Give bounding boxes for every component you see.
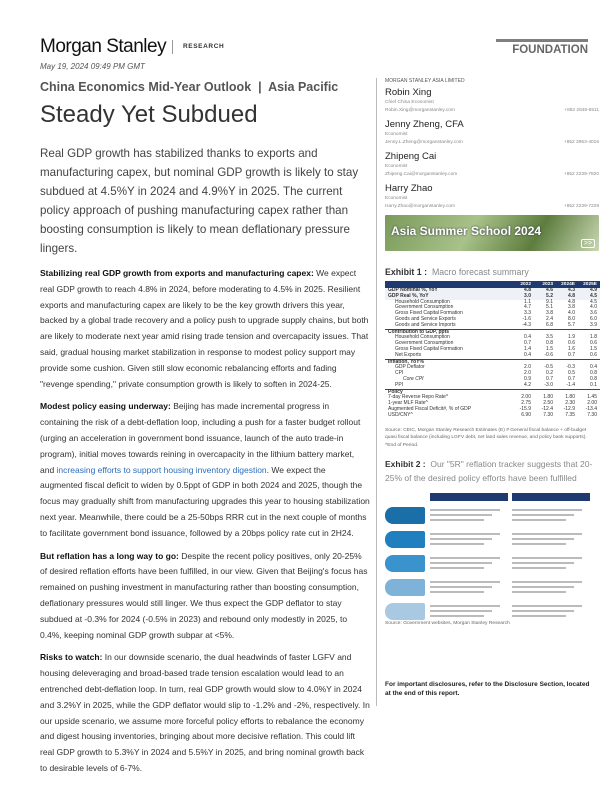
tracker-row-icon [385,531,425,548]
macro-forecast-table [385,281,600,419]
report-title: Steady Yet Subdued [40,101,258,128]
author-card [385,87,599,115]
tracker-text-placeholder [512,557,582,559]
logo-divider [172,40,173,54]
asia-summer-school-banner[interactable] [385,215,599,251]
author-email[interactable]: Robin.Xing@morganstanley.com [385,108,455,113]
table-cell: -13.4 [585,405,597,412]
table-cell: -0.6 [544,351,553,358]
right-column [385,78,599,628]
table-cell: 4.3 [556,288,578,294]
paragraph: Risks to watch: In our downside scenario, the dual headwinds of faster LGFV and housing deleveraging and broad-based trade tension escalation would lead to an entrenched debt-deflation loop. In turn, real GDP growth would slow to 4.0%Y in 2024 and 3.2%Y in 2025, while the GDP deflator would slip to -1.2% and -2%, respectively. In our upside scenario, we assume more forceful policy efforts to rebalance the economy and digest housing inventories, bringing about more decisive reflation. This could lift real GDP growth to 5.3%Y in 2024 and 5.5%Y in 2025, and bring nominal growth back to desirable levels of 6-7%. [40,652,370,773]
row-label: Inflation, YoY% [385,359,512,365]
tracker-text-placeholder [512,533,582,535]
body-text [40,266,370,777]
tracker-text-placeholder [430,605,500,607]
table-cell: 3.3 [524,310,531,317]
table-cell: 9.1 [546,298,553,305]
table-row [385,413,600,419]
table-cell: 5.7 [568,321,575,328]
table-cell: 3.5 [546,334,553,341]
table-cell: -12.4 [541,405,553,412]
column-header: 2022 [512,281,534,288]
author-role: Economist [385,132,408,137]
disclosure-note: For important disclosures, refer to the Disclosure Section, located at the end of this report. [385,681,590,697]
tracker-text-placeholder [430,591,484,593]
row-label: Government Consumption [395,304,454,311]
tracker-text-placeholder [430,533,500,535]
table-cell: 1.45 [587,394,597,401]
tracker-text-placeholder [512,519,566,521]
table-cell: 3.6 [590,310,597,317]
table-cell: 2.75 [521,400,531,407]
table-cell: -12.9 [563,405,575,412]
table-cell: 0.4 [524,351,531,358]
author-phone: +852 2239-7229 [563,204,599,209]
table-cell: 3.9 [590,321,597,328]
table-cell: 1.5 [546,345,553,352]
tracker-text-placeholder [430,509,500,511]
table-cell: 7.35 [565,411,575,418]
table-cell: 0.8 [590,370,597,377]
row-label: GDP Nominal %, YoY [385,288,512,294]
intro-summary: Real GDP growth has stabilized thanks to exports and manufacturing capex, but nominal GDP growth is likely to stay subdued at 4.5%Y in 2024 and 4.9%Y in 2025. The current policy approach of pushing manufacturing capex rather than boosting consumption is likely to mean deflationary pressure lingers. [40,147,359,255]
author-card [385,119,599,147]
tracker-text-placeholder [430,557,500,559]
tracker-row-icon [385,603,425,620]
table-cell: 4.2 [524,381,531,388]
table-cell: 1.8 [590,334,597,341]
author-email[interactable]: Zhipeng.Cai@morganstanley.com [385,172,458,177]
table-cell: -0.5 [544,364,553,371]
exhibit-1-source: Source: CEIC, Morgan Stanley Research Estimates (E) # General fiscal balance + off-budget quasi fiscal balance (including LGFV debt, net land sales revenue, and policy bank supports). ^End of Period. [385,427,587,448]
table-cell: 3.8 [546,310,553,317]
row-label: 1-year MLF Rate^ [388,400,428,407]
tracker-text-placeholder [512,586,574,588]
research-label: RESEARCH [183,43,225,50]
table-cell: 4.0 [590,304,597,311]
table-cell: 1.5 [590,345,597,352]
table-cell: -4.3 [522,321,531,328]
tracker-text-placeholder [430,567,484,569]
table-cell: 0.6 [568,340,575,347]
table-cell: 5.1 [546,304,553,311]
row-label: Policy [385,389,512,395]
table-cell: 1.6 [568,345,575,352]
row-label: Household Consumption [395,334,450,341]
tracker-text-placeholder [512,581,582,583]
housing-inventory-link[interactable]: increasing efforts to support housing inventory digestion [56,464,267,475]
exhibit-2-heading: Exhibit 2 : Our "5R" reflation tracker suggests that 20-25% of the desired policy efforts have been fulfilled [385,459,593,484]
banner-arrow-icon[interactable]: >> [581,239,595,248]
row-label: GDP Real %, YoY [385,294,512,300]
row-label: Net Exports [395,351,422,358]
column-header: 2025E [578,281,600,288]
tracker-text-placeholder [512,509,582,511]
table-cell: 4.6 [534,288,556,294]
author-phone: +852 2239-7820 [563,172,599,177]
table-cell: -3.0 [544,381,553,388]
author-name: Robin Xing [385,87,432,98]
row-label: 7-day Reverse Repo Rate^ [388,394,449,401]
table-cell: 2.0 [524,370,531,377]
exhibit-1-heading: Exhibit 1 : Macro forecast summary [385,267,529,277]
row-label: Augmented Fiscal Deficit#, % of GDP [388,405,472,412]
author-phone: +852 2848-6511 [564,108,599,113]
row-label: Goods and Service Imports [395,321,456,328]
table-cell: 0.6 [590,340,597,347]
table-cell: 1.1 [524,298,531,305]
table-cell: 1.4 [524,345,531,352]
reflation-tracker-graphic [385,493,599,618]
row-label: Gross Fixed Capital Formation [395,310,463,317]
row-label: PPI [395,381,404,388]
paragraph: But reflation has a long way to go: Despite the recent policy positives, only 20-25% of desired reflation efforts have been fulfilled, in our view. Given that Beijing's focus has remained on pushing investment in manufacturing rather than boosting consumption, deflationary pressures would still linger. We thus expect the GDP deflator to stay subdued at -0.3% for 2024 (-0.5% in 2023) and rebound only modestly in 2025, to 0.4%, keeping nominal GDP growth subpar at <5%. [40,550,368,640]
row-label: Household Consumption [395,298,450,305]
author-email[interactable]: Jenny.L.Zheng@morganstanley.com [385,140,463,145]
foundation-badge: FOUNDATION [496,39,588,56]
table-cell: -1.4 [566,381,575,388]
table-cell: 2.0 [524,364,531,371]
author-name: Jenny Zheng, CFA [385,119,464,130]
row-label: Core CPI [403,375,424,382]
tracker-text-placeholder [430,615,484,617]
table-cell: 2.50 [543,400,553,407]
row-label: Goods and Service Exports [395,315,456,322]
table-cell: 0.4 [524,334,531,341]
row-label: Government Consumption [395,340,454,347]
firm-name: MORGAN STANLEY ASIA LIMITED [385,78,465,84]
author-role: Chief China Economist [385,100,434,105]
table-cell: 0.7 [568,351,575,358]
table-cell: 0.5 [568,370,575,377]
table-cell: 6.8 [546,321,553,328]
table-cell: -1.6 [522,315,531,322]
author-name: Zhipeng Cai [385,151,437,162]
tracker-text-placeholder [430,514,492,516]
exhibit-2-source: Source: Government websites, Morgan Stanley Research [385,621,510,627]
table-cell: 4.8 [512,288,534,294]
table-cell: 4.8 [568,298,575,305]
table-cell: 2.00 [587,400,597,407]
tracker-text-placeholder [430,562,492,564]
table-cell: 3.8 [568,304,575,311]
author-card [385,151,599,179]
row-label: GDP Deflator [395,364,425,371]
column-header: 2023 [534,281,556,288]
tracker-text-placeholder [430,543,484,545]
table-cell: 1.9 [568,334,575,341]
author-email[interactable]: Harry.Zhao@morganstanley.com [385,204,456,209]
table-cell: 2.00 [521,394,531,401]
table-cell: -0.3 [566,364,575,371]
table-cell: 2.30 [565,400,575,407]
tracker-text-placeholder [512,610,574,612]
report-subtitle: China Economics Mid-Year Outlook | Asia Pacific [40,80,339,94]
table-cell: 0.1 [590,381,597,388]
table-cell: 3.0 [512,294,534,300]
author-phone: +852 3963-4015 [563,140,599,145]
table-cell: 6.90 [521,411,531,418]
tracker-text-placeholder [512,538,574,540]
author-role: Economist [385,164,408,169]
tracker-row-icon [385,555,425,572]
author-name: Harry Zhao [385,183,433,194]
tracker-text-placeholder [430,586,492,588]
table-cell: 4.0 [568,310,575,317]
table-cell: 0.2 [546,370,553,377]
table-cell: 2.4 [546,315,553,322]
author-card [385,183,599,211]
table-cell: 4.9 [578,288,600,294]
row-label: USD/CNY^ [388,411,413,418]
table-cell: 6.0 [590,315,597,322]
table-cell: 4.7 [524,304,531,311]
tracker-row-icon [385,579,425,596]
table-cell: 0.8 [590,375,597,382]
table-cell: 0.9 [524,375,531,382]
table-cell: 4.8 [556,294,578,300]
tracker-text-placeholder [512,543,566,545]
table-cell: 0.7 [546,375,553,382]
tracker-text-placeholder [512,591,566,593]
tracker-text-placeholder [430,519,484,521]
table-cell: 7.30 [587,411,597,418]
table-cell: 0.7 [524,340,531,347]
row-label: CPI [395,370,404,377]
tracker-row-icon [385,507,425,524]
table-cell: 5.2 [534,294,556,300]
row-label: Contribution to GDP, ppts [385,329,512,335]
morgan-stanley-logo: Morgan Stanley [40,36,167,57]
publish-date: May 19, 2024 09:49 PM GMT [40,62,145,71]
tracker-text-placeholder [512,605,582,607]
table-cell: 1.80 [565,394,575,401]
tracker-text-placeholder [430,538,492,540]
paragraph: Stabilizing real GDP growth from exports and manufacturing capex: We expect real GDP growth to reach 4.8% in 2024, before moderating to 4.5% in 2025. Resilient exports and manufacturing capex are likely to be the key growth drivers this year, backed by a global trade recovery and a policy push to upgrade supply chains, but both are likely to moderate next year amid rising trade tension and overcapacity issues. That said, gradual housing market stabilization in response to modest policy support may provide some cushion. Given still slow economic rebalancing efforts and fading "revenge spending," private consumption growth is likely to soften in 2024-25. [40,268,369,389]
author-role: Economist [385,196,408,201]
tracker-text-placeholder [512,514,574,516]
paragraph: Modest policy easing underway: Beijing has made incremental progress in containing the risk of a debt-deflation loop, including a push for a faster budget rollout (urging an acceleration in government bond issuance, launch of the auto trade-in program), initial moves towards reining in overcapacity in the lithium battery market, and increasing efforts to support housing inventory digestion. We expect the augmented fiscal deficit to widen by 0.5ppt of GDP in both 2024 and 2025, though the focus may gradually shift from manufacturing upgrades this year to housing stabilization next year. Meanwhile, there could be a 25-50bps RRR cut in the next couple of months to facilitate government bond issuance, followed by a 20bps policy rate cut in 2H24. [40,401,370,538]
left-column [40,61,370,784]
table-cell: 4.5 [590,298,597,305]
table-cell: 4.5 [578,294,600,300]
table-cell: 1.80 [543,394,553,401]
row-label: Gross Fixed Capital Formation [395,345,463,352]
table-cell: 0.6 [590,351,597,358]
tracker-text-placeholder [512,615,566,617]
banner-title: Asia Summer School 2024 [391,224,542,238]
tracker-text-placeholder [512,562,574,564]
tracker-text-placeholder [430,581,500,583]
table-cell: 0.4 [590,364,597,371]
table-cell: 0.8 [546,340,553,347]
table-cell: 8.0 [568,315,575,322]
table-cell: 7.30 [543,411,553,418]
table-cell: 0.7 [568,375,575,382]
column-header: 2024E [556,281,578,288]
tracker-text-placeholder [430,610,492,612]
author-list [385,87,599,211]
tracker-text-placeholder [512,567,566,569]
table-cell: -15.9 [519,405,531,412]
column-divider [376,78,377,706]
